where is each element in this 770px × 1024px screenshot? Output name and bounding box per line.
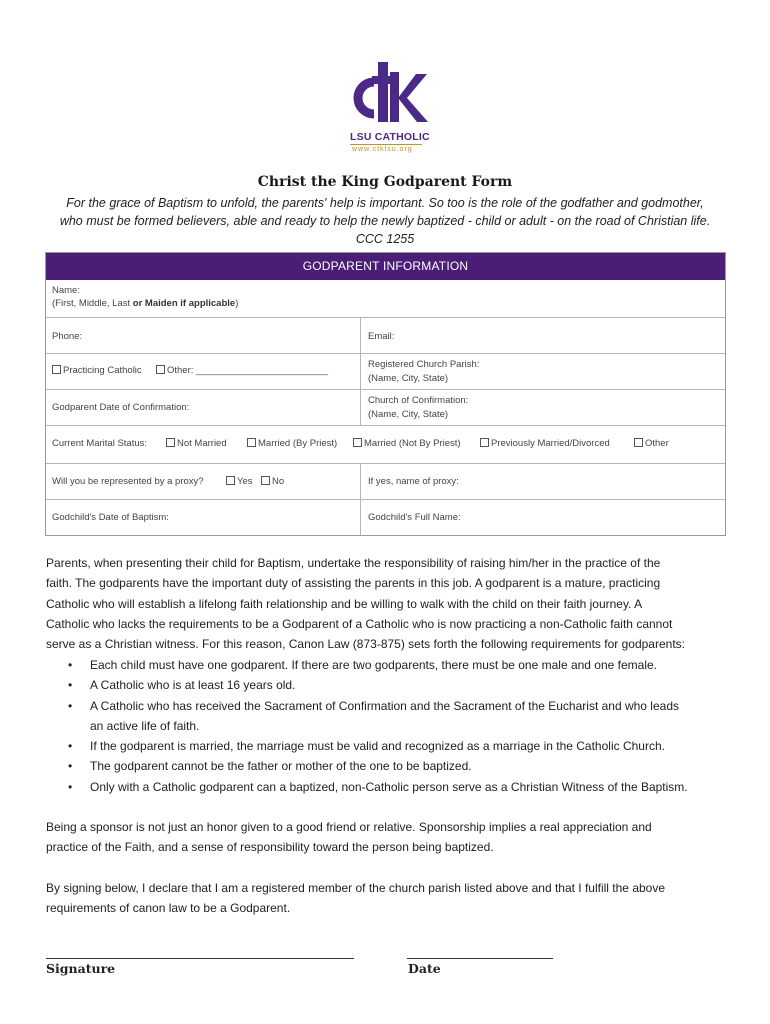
list-item <box>66 696 688 716</box>
marital-option-married-not-priest[interactable] <box>353 437 461 451</box>
date-line[interactable] <box>407 958 553 959</box>
bullet-icon: • <box>68 698 73 713</box>
paragraph-line: By signing below, I declare that I am a registered member of the church parish listed above and that I fulfill the above <box>46 881 666 895</box>
name-hint-prefix: (First, Middle, Last <box>52 298 133 309</box>
signature-label: Signature <box>46 961 116 976</box>
email-field[interactable]: Email: <box>368 331 395 342</box>
paragraph-line: serve as a Christian witness. For this reason, Canon Law (873-875) sets forth the following requirements for godparents: <box>46 637 685 652</box>
confirmation-date-field[interactable]: Godparent Date of Confirmation: <box>52 402 190 413</box>
list-item-text: Only with a Catholic godparent can a baptized, non-Catholic person serve as a Christian Witness of the Baptism. <box>90 779 688 794</box>
date-label: Date <box>408 961 441 976</box>
checkbox-icon <box>156 365 165 374</box>
option-label: Previously Married/Divorced <box>491 438 610 449</box>
proxy-name-field[interactable]: If yes, name of proxy: <box>368 476 459 487</box>
practicing-catholic-label: Practicing Catholic <box>63 365 142 376</box>
list-item <box>66 675 688 695</box>
checkbox-icon <box>166 438 175 447</box>
godchild-baptism-date-field[interactable]: Godchild's Date of Baptism: <box>52 512 169 523</box>
signature-line[interactable] <box>46 958 354 959</box>
list-item-text: A Catholic who has received the Sacrament of Confirmation and the Sacrament of the Eucharist and who leads <box>90 698 679 713</box>
list-item <box>66 777 688 797</box>
list-item <box>66 736 688 756</box>
bullet-icon: • <box>68 759 73 774</box>
marital-option-married-priest[interactable] <box>247 437 337 451</box>
option-label: Married (Not By Priest) <box>364 438 461 449</box>
checkbox-icon <box>226 476 235 485</box>
logo-name: LSU CATHOLIC <box>350 131 430 143</box>
list-item-text: If the godparent is married, the marriage must be valid and recognized as a marriage in the Catholic Church. <box>90 739 665 754</box>
bullet-icon: • <box>68 739 73 754</box>
bullet-icon: • <box>68 779 73 794</box>
checkbox-icon <box>261 476 270 485</box>
list-item-continuation <box>66 716 688 736</box>
name-hint <box>52 297 238 311</box>
sponsorship-paragraph <box>46 817 736 858</box>
list-item <box>66 756 688 776</box>
checkbox-icon <box>480 438 489 447</box>
option-label: Not Married <box>177 438 227 449</box>
godparent-info-form <box>45 252 726 536</box>
confirmation-church-field[interactable]: Church of Confirmation: <box>368 395 469 406</box>
bullet-icon: • <box>68 678 73 693</box>
intro-quote <box>40 194 730 248</box>
paragraph-line: Parents, when presenting their child for Baptism, undertake the responsibility of raising him/her in the practice of the <box>46 556 661 570</box>
marital-option-other[interactable] <box>634 437 669 451</box>
confirmation-church-hint: (Name, City, State) <box>368 409 449 420</box>
option-label: Other <box>645 438 669 449</box>
intro-line: who must be formed believers, able and ready to help the newly baptized - child or adult - on the road of Christian life. <box>59 214 711 228</box>
checkbox-icon <box>353 438 362 447</box>
declaration-paragraph <box>46 878 736 919</box>
paragraph-line: Catholic who will establish a lifelong faith relationship and be willing to walk with the child on their faith journey. A <box>46 596 643 611</box>
name-hint-bold: or Maiden if applicable <box>132 298 236 309</box>
logo-rule <box>350 144 422 145</box>
other-checkbox[interactable] <box>156 364 328 378</box>
checkbox-icon <box>52 365 61 374</box>
intro-citation: CCC 1255 <box>355 232 415 246</box>
intro-line: For the grace of Baptism to unfold, the parents' help is important. So too is the role of the godfather and godmother, <box>66 196 704 210</box>
ctk-logo-mark <box>340 58 430 130</box>
paragraph-line: practice of the Faith, and a sense of responsibility toward the person being baptized. <box>46 840 494 855</box>
checkbox-icon <box>247 438 256 447</box>
list-item-text: Each child must have one godparent. If there are two godparents, there must be one male and one female. <box>90 658 658 672</box>
name-hint-suffix: ) <box>235 298 239 309</box>
logo-url: www.ctklsu.org <box>352 146 413 153</box>
marital-status-label: Current Marital Status: <box>52 438 148 449</box>
list-item-text: an active life of faith. <box>90 718 200 733</box>
other-label: Other: _________________________ <box>167 365 329 376</box>
paragraph-line: Catholic who lacks the requirements to be a Godparent of a Catholic who is now practicing a non-Catholic faith cannot <box>46 616 673 631</box>
parish-field[interactable]: Registered Church Parish: <box>368 359 480 370</box>
paragraph-line: Being a sponsor is not just an honor given to a good friend or relative. Sponsorship implies a real appreciation and <box>46 820 652 834</box>
phone-field[interactable]: Phone: <box>52 331 83 342</box>
marital-option-not-married[interactable] <box>166 437 227 451</box>
bullet-icon: • <box>68 658 73 672</box>
form-header: GODPARENT INFORMATION <box>46 253 725 280</box>
marital-option-divorced[interactable] <box>480 437 610 451</box>
parish-hint: (Name, City, State) <box>368 373 449 384</box>
ctk-logo <box>340 58 430 158</box>
page-title: Christ the King Godparent Form <box>257 174 513 190</box>
list-item-text: A Catholic who is at least 16 years old. <box>90 678 296 693</box>
proxy-yes-checkbox[interactable] <box>226 475 253 489</box>
requirements-list <box>66 655 688 797</box>
name-label: Name: <box>52 285 80 296</box>
list-item <box>66 655 688 675</box>
requirements-paragraph <box>46 553 736 654</box>
godchild-name-field[interactable]: Godchild's Full Name: <box>368 512 461 523</box>
proxy-question: Will you be represented by a proxy? <box>52 476 204 487</box>
paragraph-line: requirements of canon law to be a Godparent. <box>46 901 291 916</box>
option-label: Married (By Priest) <box>258 438 338 449</box>
proxy-no-checkbox[interactable] <box>261 475 284 489</box>
paragraph-line: faith. The godparents have the important duty of assisting the parents in this job. A godparent is a mature, practicing <box>46 576 661 591</box>
proxy-yes-label: Yes <box>237 476 253 487</box>
practicing-catholic-checkbox[interactable] <box>52 364 142 378</box>
proxy-no-label: No <box>272 476 285 487</box>
checkbox-icon <box>634 438 643 447</box>
list-item-text: The godparent cannot be the father or mother of the one to be baptized. <box>90 759 472 774</box>
